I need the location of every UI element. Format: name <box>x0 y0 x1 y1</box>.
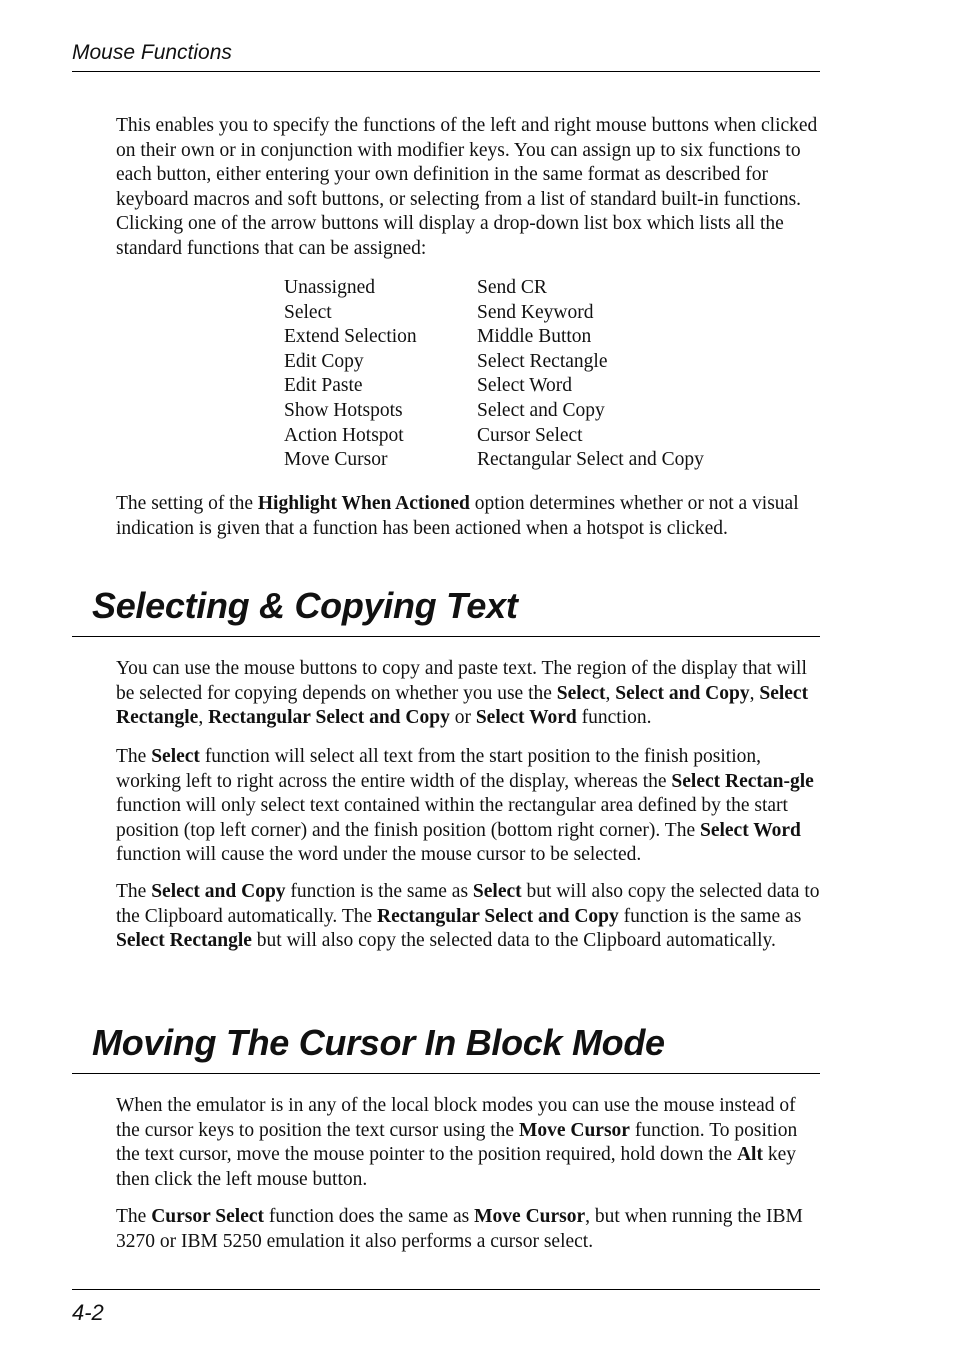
bold-term: Select <box>472 881 522 902</box>
highlight-option-paragraph <box>116 492 822 541</box>
text-run: or <box>449 707 476 728</box>
bold-term: Rectangular Select and Copy <box>377 905 619 927</box>
text-run: option determines whether or not a visual indication is given that a function has been actioned when a hotspot is clicked. <box>116 493 799 539</box>
text-run: key then click the left mouse button. <box>116 1144 796 1190</box>
running-header-title: Mouse Functions <box>72 41 232 64</box>
header-rule <box>72 71 820 72</box>
text-run: , but when running the IBM 3270 or IBM 5250 emulation it also performs a cursor select. <box>116 1206 803 1252</box>
function-item: Extend Selection <box>284 326 417 348</box>
text-run: When the emulator is in any of the local block modes you can use the mouse instead of the cursor keys to position the text cursor using the <box>116 1095 796 1141</box>
bold-term: Select and Copy <box>615 682 750 704</box>
bold-term: Select Rectangle <box>116 930 252 951</box>
function-item: Cursor Select <box>477 424 583 446</box>
text-run: function. <box>576 707 652 728</box>
text-run: You can use the mouse buttons to copy and paste text. The region of the display that will be selected for copying depends on whether you use the <box>116 658 807 704</box>
bold-term: Select Word <box>475 707 577 728</box>
function-item: Edit Copy <box>284 350 364 372</box>
text-run: function will only select text contained within the rectangular area defined by the start position (top left corner) and the finish position (bottom right corner). The <box>116 795 788 841</box>
text-run: function is the same as <box>618 905 802 927</box>
text-run: The <box>116 1206 152 1227</box>
text-run: but will also copy the selected data to the Clipboard automatically. The <box>116 881 820 927</box>
text-run: function will cause the word under the mouse cursor to be selected. <box>116 844 642 865</box>
bold-term: Alt <box>736 1144 763 1165</box>
block-mode-paragraph-2 <box>116 1205 822 1254</box>
selecting-paragraph-2 <box>116 745 822 868</box>
function-item: Middle Button <box>477 326 592 348</box>
function-item: Select Rectangle <box>477 350 608 372</box>
text-run: , <box>198 707 209 728</box>
section-rule <box>72 1073 820 1074</box>
section-rule <box>72 636 820 637</box>
function-item: Unassigned <box>284 277 375 298</box>
bold-term: Select Rectangle <box>116 682 809 728</box>
bold-term: Cursor Select <box>151 1206 265 1227</box>
function-item: Move Cursor <box>284 449 388 471</box>
text-run: function will select all text from the start position to the finish position, working left to right across the entire width of the display, whereas the <box>116 746 762 792</box>
text-run: , <box>749 682 760 704</box>
bold-term: Select Word <box>699 819 801 841</box>
function-item: Rectangular Select and Copy <box>477 449 704 471</box>
page-number: 4-2 <box>72 1300 104 1325</box>
text-run: , <box>605 682 616 704</box>
selecting-paragraph-1 <box>116 657 822 731</box>
bold-term: Move Cursor <box>474 1206 586 1227</box>
intro-paragraph: This enables you to specify the functions of the left and right mouse buttons when clicked on their own or in conjunction with modifier keys. You can assign up to six functions to each button, either entering your own definition in the same format as described for keyboard macros and soft buttons, or selecting from a list of standard built-in functions. Clicking one of the arrow buttons will display a drop-down list box which lists all the standard functions that can be assigned: <box>116 115 818 259</box>
function-item: Edit Paste <box>284 375 363 397</box>
function-item: Show Hotspots <box>284 399 403 421</box>
text-run: but will also copy the selected data to the Clipboard automatically. <box>251 930 776 951</box>
section-heading-selecting-copying: Selecting & Copying Text <box>92 585 518 626</box>
bold-term: Select and Copy <box>151 881 286 902</box>
function-item: Select and Copy <box>477 399 605 421</box>
footer-rule <box>72 1289 820 1290</box>
text-run: function does the same as <box>264 1206 475 1227</box>
function-list-column-2 <box>477 276 704 473</box>
function-item: Send Keyword <box>477 301 594 323</box>
function-item: Action Hotspot <box>284 424 404 446</box>
text-run: function is the same as <box>285 881 473 902</box>
section-heading-moving-cursor: Moving The Cursor In Block Mode <box>92 1022 665 1063</box>
function-list-column-1 <box>284 276 417 473</box>
bold-term: Rectangular Select and Copy <box>208 707 450 728</box>
bold-term: Select Rectan-gle <box>671 770 814 792</box>
bold-term: Highlight When Actioned <box>257 493 470 514</box>
function-item: Select Word <box>477 375 573 397</box>
function-item: Select <box>284 301 332 323</box>
text-run: The <box>116 746 152 767</box>
bold-term: Select <box>151 746 200 767</box>
text-run: function. To position the text cursor, move the mouse pointer to the position required, hold down the <box>116 1119 798 1165</box>
bold-term: Select <box>556 682 606 704</box>
text-run: The <box>116 881 152 902</box>
function-item: Send CR <box>477 277 547 298</box>
text-run: The setting of the <box>116 493 258 514</box>
block-mode-paragraph-1 <box>116 1094 822 1192</box>
selecting-paragraph-3 <box>116 880 822 954</box>
bold-term: Move Cursor <box>518 1119 630 1141</box>
